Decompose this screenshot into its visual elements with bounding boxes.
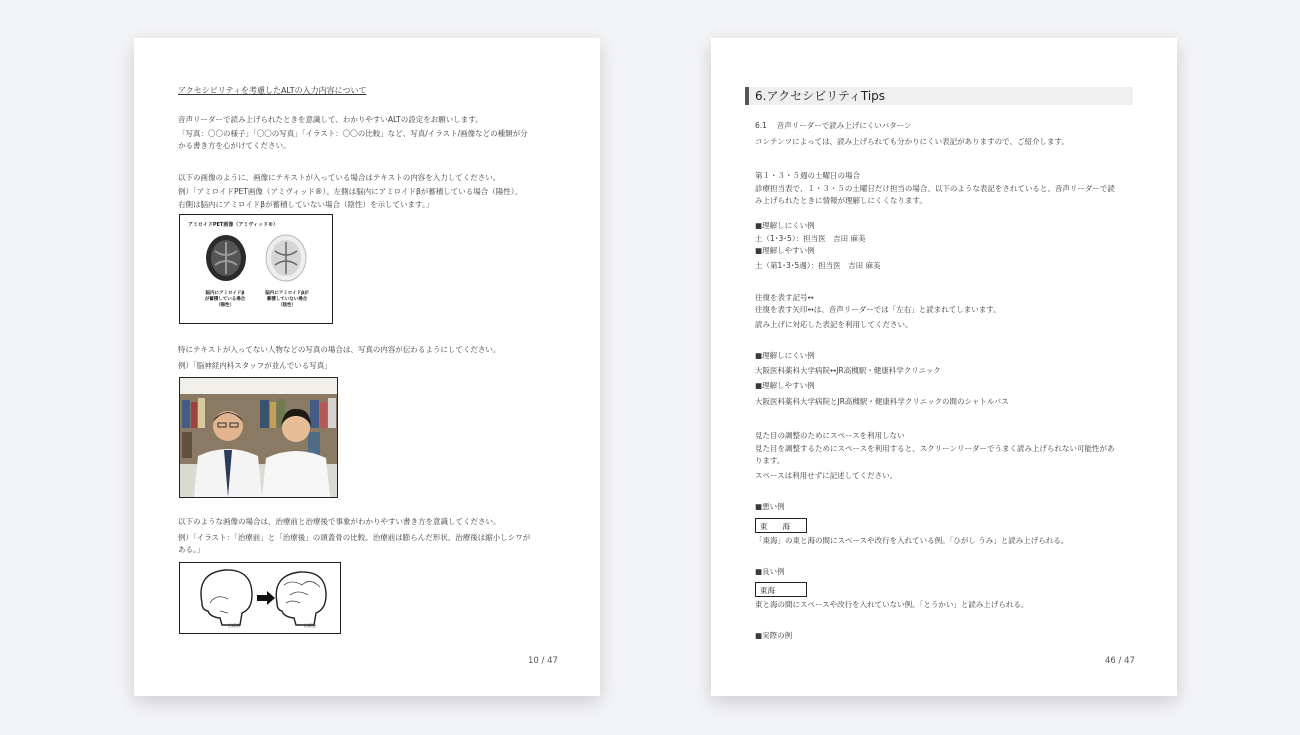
topic-b-good-label: ■理解しやすい例 <box>755 381 815 390</box>
section3-line-2: 例）「イラスト：「治療前」と「治療後」の頭蓋骨の比較。治療前は膨らんだ形状、治療後は縮小しシワが <box>178 533 531 542</box>
bad-example-box: 東 海 <box>755 518 807 533</box>
good-example-box: 東海 <box>755 582 807 597</box>
topic-a-bad: 土（1･3･5）：担当医 吉田 麻美 <box>755 234 866 243</box>
topic-c-bad-label: ■悪い例 <box>755 502 785 511</box>
intro-line-1: 音声リーダーで読み上げられたときを意識して、わかりやすいALTの設定をお願いします。 <box>178 115 483 124</box>
section3-line-3: ある。」 <box>178 545 205 554</box>
topic-a-line-1: 診療担当表で、１・３・５の土曜日だけ担当の場合、以下のような表記をされていると、音声リーダーで読 <box>755 184 1115 193</box>
subsection-title: 6.1 音声リーダーで読み上げにくいパターン <box>755 121 912 130</box>
section3-line-1: 以下のような画像の場合は、治療前と治療後で事象がわかりやすい書き方を意識してください。 <box>178 517 501 526</box>
topic-b-good: 大阪医科薬科大学病院とJR高槻駅・健康科学クリニックの間のシャトルバス <box>755 397 1009 406</box>
heading-marker <box>745 87 749 105</box>
pet-left-caption: 脳内にアミロイドβ が蓄積している場合 （陽性） <box>204 291 246 308</box>
topic-c-line-2: ります。 <box>755 456 785 465</box>
pet-right-caption: 脳内にアミロイドβが 蓄積していない場合 （陰性） <box>265 291 309 308</box>
topic-b-line-2: 読み上げに対応した表記を利用してください。 <box>755 320 913 329</box>
intro-line-3: かる書き方を心がけてください。 <box>178 141 291 150</box>
section1-line-1: 以下の画像のように、画像にテキストが入っている場合はテキストの内容を入力してください。 <box>178 173 501 182</box>
topic-c-title: 見た目の調整のためにスペースを利用しない <box>755 431 905 440</box>
topic-b-bad: 大阪医科薬科大学病院↔JR高槻駅・健康科学クリニック <box>755 366 941 375</box>
section-heading: 6.アクセシビリティTips <box>755 89 886 103</box>
skull-illustration <box>180 563 340 633</box>
page-number: 10 / 47 <box>528 656 558 666</box>
document-page-46 <box>711 38 1177 696</box>
section1-line-2: 例）「アミロイドPET画像（アミヴィッド®）。左側は脳内にアミロイドβが蓄積している場合（陽性）、 <box>178 187 522 196</box>
topic-a-bad-label: ■理解しにくい例 <box>755 221 815 230</box>
subsection-desc: コンテンツによっては、読み上げられても分かりにくい表記がありますので、ご紹介します。 <box>755 137 1069 146</box>
intro-line-2: 「写真：〇〇の様子」「〇〇の写真」「イラスト：〇〇の比較」など、写真/イラスト/画像などの種類が分 <box>178 129 528 138</box>
topic-c-real-label: ■実際の例 <box>755 631 793 640</box>
document-page-10 <box>134 38 600 696</box>
topic-a-good: 土（第1･3･5週）：担当医 吉田 麻美 <box>755 261 881 270</box>
section2-line-2: 例）「脳神経内科スタッフが並んでいる写真」 <box>178 361 332 370</box>
skull-comparison-figure <box>179 562 341 634</box>
topic-b-title: 往復を表す記号↔ <box>755 293 814 302</box>
topic-c-line-3: スペースは利用せずに記述してください。 <box>755 471 898 480</box>
topic-a-line-2: み上げられたときに情報が理解しにくくなります。 <box>755 196 927 205</box>
pet-figure <box>179 214 333 324</box>
topic-c-good-label: ■良い例 <box>755 567 785 576</box>
topic-a-good-label: ■理解しやすい例 <box>755 246 815 255</box>
topic-c-line-1: 見た目を調整するためにスペースを利用すると、スクリーンリーダーでうまく読み上げられない可能性があ <box>755 444 1115 453</box>
before-label: 治療前 <box>228 623 240 628</box>
topic-c-bad-desc: 「東海」の東と海の間にスペースや改行を入れている例。「ひがし うみ」と読み上げられる。 <box>755 536 1069 545</box>
staff-photo-illustration <box>180 378 337 497</box>
pet-figure-title: アミロイドPET画像（アミヴィッド®） <box>188 222 279 228</box>
topic-c-good-desc: 東と海の間にスペースや改行を入れていない例。「とうかい」と読み上げられる。 <box>755 600 1029 609</box>
section1-line-3: 右側は脳内にアミロイドβが蓄積していない場合（陰性）を示しています。」 <box>178 200 434 209</box>
topic-a-title: 第１・３・５週の土曜日の場合 <box>755 171 860 180</box>
section2-line-1: 特にテキストが入ってない人物などの写真の場合は、写真の内容が伝わるようにしてください。 <box>178 345 501 354</box>
brain-scan-images <box>200 233 312 283</box>
topic-b-line-1: 往復を表す矢印↔は、音声リーダーでは「左右」と読まれてしまいます。 <box>755 305 1001 314</box>
page-number: 46 / 47 <box>1105 656 1135 666</box>
staff-photo <box>179 377 338 498</box>
topic-b-bad-label: ■理解しにくい例 <box>755 351 815 360</box>
page-title: アクセシビリティを考慮したALTの入力内容について <box>178 86 367 95</box>
after-label: 治療後 <box>304 623 316 628</box>
section-heading-bar <box>745 87 1133 105</box>
